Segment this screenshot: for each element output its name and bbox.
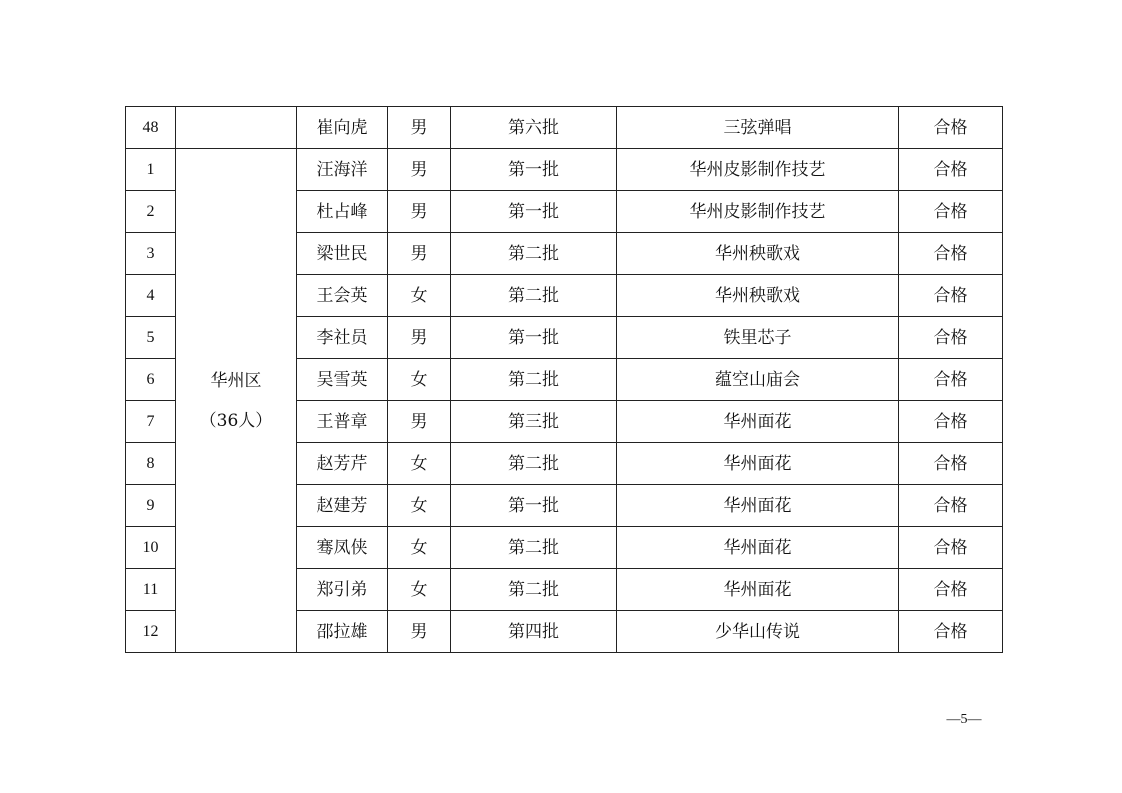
- project-cell: 华州面花: [617, 569, 899, 611]
- name-cell: 杜占峰: [297, 191, 388, 233]
- row-number: 1: [126, 149, 176, 191]
- name-cell: 郑引弟: [297, 569, 388, 611]
- page-number: —5—: [946, 712, 982, 727]
- inheritor-table: [125, 106, 1003, 653]
- row-number: 8: [126, 443, 176, 485]
- gender-cell: 女: [388, 443, 451, 485]
- row-number: 5: [126, 317, 176, 359]
- row-number: 2: [126, 191, 176, 233]
- project-cell: 华州秧歌戏: [617, 275, 899, 317]
- gender-cell: 女: [388, 359, 451, 401]
- gender-cell: 男: [388, 107, 451, 149]
- batch-cell: 第一批: [451, 485, 617, 527]
- project-cell: 华州面花: [617, 485, 899, 527]
- project-cell: 华州面花: [617, 401, 899, 443]
- name-cell: 李社员: [297, 317, 388, 359]
- row-number: 10: [126, 527, 176, 569]
- gender-cell: 女: [388, 569, 451, 611]
- district-cell: [176, 149, 297, 653]
- result-cell: 合格: [899, 317, 1003, 359]
- row-number: 48: [126, 107, 176, 149]
- project-cell: 铁里芯子: [617, 317, 899, 359]
- row-number: 6: [126, 359, 176, 401]
- district-name: 华州区: [210, 370, 262, 391]
- name-cell: 王会英: [297, 275, 388, 317]
- gender-cell: 男: [388, 233, 451, 275]
- result-cell: 合格: [899, 107, 1003, 149]
- table-row: [126, 149, 1003, 191]
- result-cell: 合格: [899, 275, 1003, 317]
- batch-cell: 第六批: [451, 107, 617, 149]
- row-number: 11: [126, 569, 176, 611]
- row-number: 9: [126, 485, 176, 527]
- gender-cell: 女: [388, 275, 451, 317]
- result-cell: 合格: [899, 233, 1003, 275]
- table-row: [126, 107, 1003, 149]
- project-cell: 华州秧歌戏: [617, 233, 899, 275]
- batch-cell: 第一批: [451, 191, 617, 233]
- row-number: 7: [126, 401, 176, 443]
- gender-cell: 男: [388, 191, 451, 233]
- project-cell: 华州面花: [617, 527, 899, 569]
- name-cell: 赵芳芹: [297, 443, 388, 485]
- gender-cell: 女: [388, 485, 451, 527]
- batch-cell: 第二批: [451, 569, 617, 611]
- result-cell: 合格: [899, 401, 1003, 443]
- gender-cell: 男: [388, 401, 451, 443]
- project-cell: 少华山传说: [617, 611, 899, 653]
- gender-cell: 男: [388, 149, 451, 191]
- batch-cell: 第一批: [451, 317, 617, 359]
- name-cell: 吴雪英: [297, 359, 388, 401]
- result-cell: 合格: [899, 611, 1003, 653]
- name-cell: 赵建芳: [297, 485, 388, 527]
- result-cell: 合格: [899, 443, 1003, 485]
- project-cell: 蕴空山庙会: [617, 359, 899, 401]
- name-cell: 骞凤侠: [297, 527, 388, 569]
- result-cell: 合格: [899, 149, 1003, 191]
- result-cell: 合格: [899, 527, 1003, 569]
- row-number: 4: [126, 275, 176, 317]
- district-cell-empty: [176, 107, 297, 149]
- project-cell: 华州皮影制作技艺: [617, 191, 899, 233]
- row-number: 3: [126, 233, 176, 275]
- name-cell: 梁世民: [297, 233, 388, 275]
- name-cell: 邵拉雄: [297, 611, 388, 653]
- batch-cell: 第二批: [451, 275, 617, 317]
- result-cell: 合格: [899, 191, 1003, 233]
- gender-cell: 男: [388, 317, 451, 359]
- gender-cell: 女: [388, 527, 451, 569]
- gender-cell: 男: [388, 611, 451, 653]
- result-cell: 合格: [899, 569, 1003, 611]
- project-cell: 三弦弹唱: [617, 107, 899, 149]
- name-cell: 崔向虎: [297, 107, 388, 149]
- result-cell: 合格: [899, 485, 1003, 527]
- project-cell: 华州面花: [617, 443, 899, 485]
- batch-cell: 第二批: [451, 443, 617, 485]
- name-cell: 汪海洋: [297, 149, 388, 191]
- batch-cell: 第二批: [451, 233, 617, 275]
- name-cell: 王普章: [297, 401, 388, 443]
- batch-cell: 第一批: [451, 149, 617, 191]
- batch-cell: 第三批: [451, 401, 617, 443]
- project-cell: 华州皮影制作技艺: [617, 149, 899, 191]
- result-cell: 合格: [899, 359, 1003, 401]
- batch-cell: 第二批: [451, 527, 617, 569]
- row-number: 12: [126, 611, 176, 653]
- batch-cell: 第四批: [451, 611, 617, 653]
- batch-cell: 第二批: [451, 359, 617, 401]
- district-count: （36人）: [199, 410, 273, 431]
